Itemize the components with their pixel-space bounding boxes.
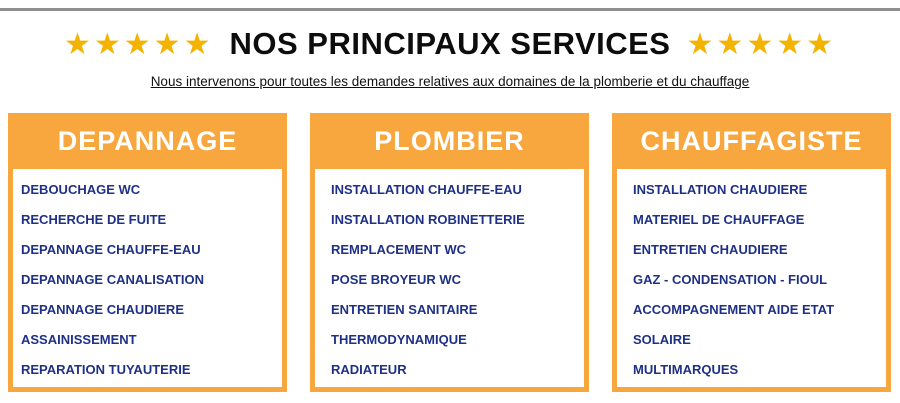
column-body-plombier	[315, 169, 584, 387]
service-item[interactable]: REPARATION TUYAUTERIE	[21, 362, 191, 377]
service-columns	[8, 113, 891, 392]
star-icon: ★	[806, 28, 837, 61]
title-row	[0, 26, 900, 62]
service-item[interactable]: INSTALLATION ROBINETTERIE	[331, 212, 525, 227]
service-item[interactable]: DEBOUCHAGE WC	[21, 182, 141, 197]
column-header-chauffagiste: CHAUFFAGISTE	[640, 125, 863, 156]
column-header-depannage: DEPANNAGE	[57, 125, 238, 156]
star-rating-right	[687, 28, 837, 60]
column-body-depannage	[13, 169, 282, 387]
service-item[interactable]: ASSAINISSEMENT	[21, 332, 137, 347]
service-item[interactable]: DEPANNAGE CHAUFFE-EAU	[21, 242, 201, 257]
star-rating-left	[64, 28, 214, 60]
service-item[interactable]: THERMODYNAMIQUE	[331, 332, 467, 347]
star-icon: ★	[716, 28, 747, 61]
service-item[interactable]: ACCOMPAGNEMENT AIDE ETAT	[633, 302, 835, 317]
service-item[interactable]: REMPLACEMENT WC	[331, 242, 467, 257]
star-icon: ★	[123, 28, 154, 61]
column-chauffagiste	[612, 113, 891, 392]
star-icon: ★	[153, 28, 184, 61]
service-item[interactable]: MATERIEL DE CHAUFFAGE	[633, 212, 805, 227]
star-icon: ★	[686, 28, 717, 61]
column-body-chauffagiste	[617, 169, 886, 387]
service-item[interactable]: MULTIMARQUES	[633, 362, 739, 377]
service-item[interactable]: INSTALLATION CHAUFFE-EAU	[331, 182, 522, 197]
service-item[interactable]: RECHERCHE DE FUITE	[21, 212, 167, 227]
column-depannage	[8, 113, 287, 392]
star-icon: ★	[183, 28, 214, 61]
service-item[interactable]: RADIATEUR	[331, 362, 407, 377]
page-subtitle: Nous intervenons pour toutes les demandes relatives aux domaines de la plomberie et du chauffage	[150, 74, 750, 89]
star-icon: ★	[746, 28, 777, 61]
service-item[interactable]: GAZ - CONDENSATION - FIOUL	[633, 272, 828, 287]
service-item[interactable]: INSTALLATION CHAUDIERE	[633, 182, 808, 197]
service-item[interactable]: SOLAIRE	[633, 332, 691, 347]
column-plombier	[310, 113, 589, 392]
page-title: NOS PRINCIPAUX SERVICES	[229, 26, 671, 61]
star-icon: ★	[63, 28, 94, 61]
top-divider	[0, 8, 900, 11]
service-item[interactable]: ENTRETIEN SANITAIRE	[331, 302, 478, 317]
star-icon: ★	[776, 28, 807, 61]
service-item[interactable]: POSE BROYEUR WC	[331, 272, 462, 287]
page-header	[0, 26, 900, 89]
column-header-plombier: PLOMBIER	[374, 125, 525, 156]
service-item[interactable]: ENTRETIEN CHAUDIERE	[633, 242, 788, 257]
service-item[interactable]: DEPANNAGE CHAUDIERE	[21, 302, 184, 317]
star-icon: ★	[93, 28, 124, 61]
service-item[interactable]: DEPANNAGE CANALISATION	[21, 272, 204, 287]
